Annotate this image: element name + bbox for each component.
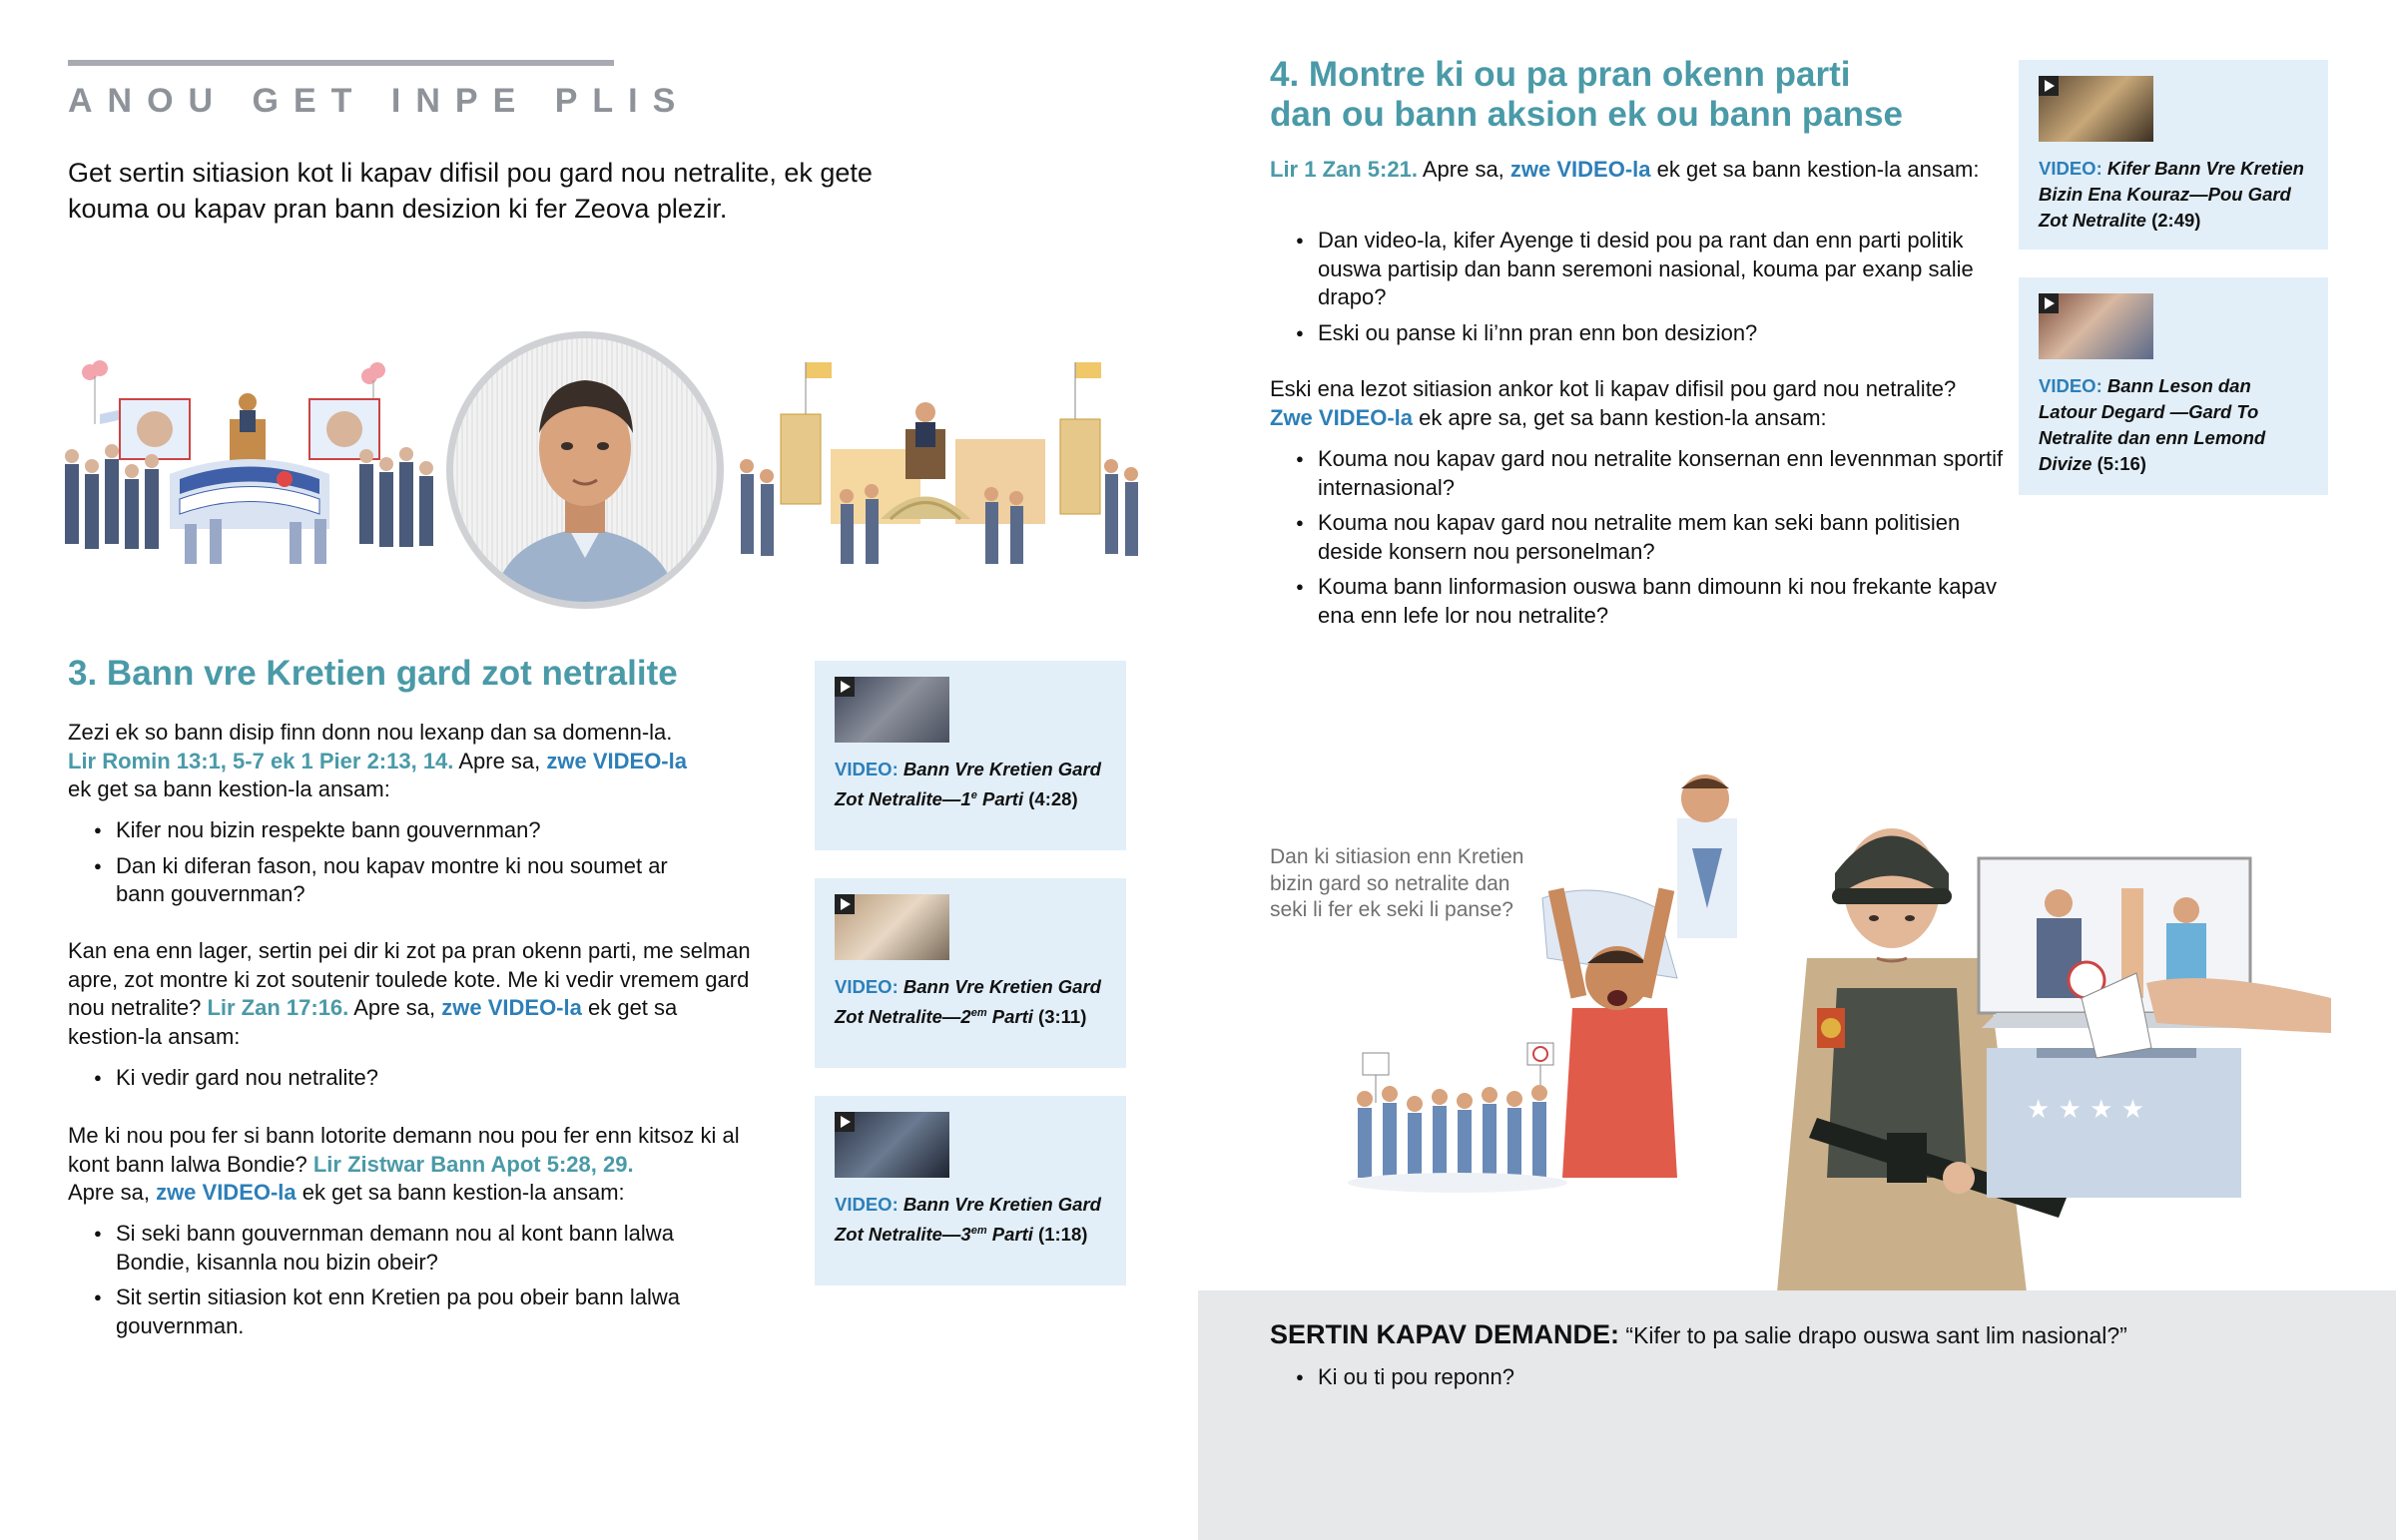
section-3-paragraph-2 <box>68 937 757 1051</box>
paragraph-text: Apre sa, <box>353 995 436 1020</box>
list-item: ● Kouma nou kapav gard nou netralite mem kan seki bann politisien deside konsern nou personelman? <box>1294 509 2013 566</box>
video-label: VIDEO: <box>835 759 898 779</box>
play-video-link[interactable]: zwe VIDEO-la <box>546 748 687 773</box>
list-item: ● Dan ki diferan fason, nou kapav montre ki nou soumet ar bann gouvernman? <box>92 852 711 909</box>
section-3-questions-2 <box>92 1064 711 1100</box>
scripture-link-zan[interactable]: Lir Zan 17:16. <box>207 995 349 1020</box>
video-title-part: Parti <box>991 1006 1033 1028</box>
video-duration: (1:18) <box>1038 1224 1088 1246</box>
video-thumbnail[interactable] <box>835 894 949 960</box>
intro-paragraph: Get sertin sitiasion kot li kapav difisil pou gard nou netralite, ek gete kouma ou kapav pran bann desizion ki fer Zeova plezir. <box>68 158 873 224</box>
video-title: Bann Leson dan Latour Degard —Gard To Netralite dan enn Lemond Divize <box>2039 375 2266 474</box>
section-3-paragraph-1 <box>68 719 787 804</box>
objection-label: SERTIN KAPAV DEMANDE: <box>1270 1319 1620 1349</box>
section-3-questions-3 <box>92 1220 731 1347</box>
play-icon[interactable] <box>2039 76 2059 96</box>
objection-text: “Kifer to pa salie drapo ouswa sant lim nasional?” <box>1625 1322 2127 1348</box>
video-title-sup: e <box>970 789 977 801</box>
video-caption <box>835 757 1119 812</box>
play-video-link[interactable]: Zwe VIDEO-la <box>1270 404 1414 430</box>
video-duration: (5:16) <box>2096 453 2146 474</box>
scripture-link-1-zan[interactable]: Lir 1 Zan 5:21. <box>1270 157 1418 182</box>
play-icon[interactable] <box>835 894 855 914</box>
video-caption <box>2039 156 2318 234</box>
paragraph-text: Apre sa, <box>458 748 541 773</box>
sports-fan <box>1542 888 1677 1178</box>
scripture-link-romin[interactable]: Lir Romin 13:1, 5-7 ek 1 Pier 2:13, 14. <box>68 748 454 773</box>
play-icon[interactable] <box>2039 293 2059 313</box>
heading-line-2: dan ou bann aksion ek ou bann panse <box>1270 95 1903 134</box>
play-video-link[interactable]: zwe VIDEO-la <box>156 1180 297 1205</box>
paragraph-text: Zezi ek so bann disip finn donn nou lexanp dan sa domenn-la. <box>68 720 673 745</box>
video-title-sup: em <box>970 1007 987 1019</box>
video-title-part: Parti <box>981 788 1024 810</box>
video-thumbnail[interactable] <box>835 677 949 743</box>
video-title: Bann Vre Kretien Gard Zot Netralite—3 <box>835 1194 1101 1246</box>
list-item: ● Kouma bann linformasion ouswa bann dimounn ki nou frekante kapav ena enn lefe lor nou netralite? <box>1294 573 2013 630</box>
video-caption <box>835 974 1119 1030</box>
section-4-heading <box>1270 55 1989 135</box>
video-title-sup: em <box>970 1225 987 1237</box>
list-item: ● Eski ou panse ki li’nn pran enn bon desizion? <box>1294 319 1993 348</box>
neutrality-scenes-illustration <box>1348 759 2331 1292</box>
list-item: ● Sit sertin sitiasion kot enn Kretien pa pou obeir bann lalwa gouvernman. <box>92 1283 731 1340</box>
paragraph-text: ek apre sa, get sa bann kestion-la ansam: <box>1419 404 1827 430</box>
video-card-part-3[interactable] <box>815 1096 1126 1285</box>
paragraph-text: Apre sa, <box>1422 157 1504 182</box>
play-video-link[interactable]: zwe VIDEO-la <box>1509 157 1651 182</box>
paragraph-text: Me ki nou pou fer si bann lotorite demann nou pou fer enn kitsoz ki al kont bann lalwa Bondie? <box>68 1123 740 1177</box>
video-card-part-1[interactable] <box>815 661 1126 850</box>
paragraph-text: Kan ena enn lager, sertin pei dir ki zot pa pran okenn parti, me selman apre, zot montre ki zot soutenir touledе kote. Me ki vedir vremem gard nou netralite? <box>68 938 751 1020</box>
heading-line-1: 4. Montre ki ou pa pran okenn parti <box>1270 55 1851 94</box>
scripture-link-apot[interactable]: Lir Zistwar Bann Apot 5:28, 29. <box>312 1151 634 1177</box>
video-title-part: Parti <box>991 1224 1033 1246</box>
svg-text:★ ★ ★ ★: ★ ★ ★ ★ <box>2027 1095 2145 1125</box>
portrait-illustration <box>446 331 724 609</box>
section-3-heading: 3. Bann vre Kretien gard zot netralite <box>68 654 678 693</box>
protest-crowd <box>1348 1043 1567 1193</box>
play-icon[interactable] <box>835 677 855 697</box>
video-thumbnail[interactable] <box>2039 76 2153 142</box>
list-item: ● Si seki bann gouvernman demann nou al kont bann lalwa Bondie, kisannla nou bizin obeir? <box>92 1220 731 1277</box>
rally-illustration-right <box>731 354 1150 584</box>
video-title: Bann Vre Kretien Gard Zot Netralite—2 <box>835 976 1101 1028</box>
paragraph-text: ek get sa bann kestion-la ansam: <box>301 1180 625 1205</box>
video-caption <box>835 1192 1119 1248</box>
objection-question <box>1270 1317 2127 1352</box>
video-duration: (3:11) <box>1038 1006 1087 1028</box>
portrait-face <box>453 338 717 602</box>
section-3-questions-1 <box>92 816 711 916</box>
section-4-paragraph-2 <box>1270 375 1989 432</box>
section-4-questions-2 <box>1294 445 2013 637</box>
top-rule <box>68 60 614 66</box>
section-3-paragraph-3 <box>68 1122 757 1208</box>
play-icon[interactable] <box>835 1112 855 1132</box>
video-label: VIDEO: <box>835 1194 898 1215</box>
objection-bullets <box>1294 1363 1893 1399</box>
section-kicker: ANOU GET INPE PLIS <box>68 82 691 120</box>
paragraph-text: ek get sa bann kestion-la ansam: <box>1656 157 1980 182</box>
play-video-link[interactable]: zwe VIDEO-la <box>441 995 582 1020</box>
video-label: VIDEO: <box>2039 375 2102 396</box>
video-title: Bann Vre Kretien Gard Zot Netralite—1 <box>835 759 1101 810</box>
video-title: Kifer Bann Vre Kretien Bizin Ena Kouraz—Pou Gard Zot Netralite <box>2039 158 2304 231</box>
section-4-paragraph-1 <box>1270 156 1989 185</box>
video-thumbnail[interactable] <box>835 1112 949 1178</box>
list-item: ● Ki ou ti pou reponn? <box>1294 1363 1893 1392</box>
paragraph-text: ek get sa kestion-la ansam: <box>68 995 678 1049</box>
video-duration: (2:49) <box>2151 210 2201 231</box>
paragraph-text: Apre sa, <box>68 1180 150 1205</box>
image-caption: Dan ki sitiasion enn Kretien bizin gard so netralite dan seki li fer ek seki li panse? <box>1270 845 1524 921</box>
video-thumbnail[interactable] <box>2039 293 2153 359</box>
video-caption <box>2039 373 2278 477</box>
video-label: VIDEO: <box>835 976 898 997</box>
list-item: ● Kifer nou bizin respekte bann gouvernman? <box>92 816 711 845</box>
section-4-questions-1 <box>1294 227 1993 354</box>
video-card-latour-degard[interactable] <box>2019 277 2328 495</box>
paragraph-text: Eski ena lezot sitiasion ankor kot li kapav difisil pou gard nou netralite? <box>1270 376 1957 401</box>
video-duration: (4:28) <box>1028 788 1078 810</box>
list-item: ● Ki vedir gard nou netralite? <box>92 1064 711 1093</box>
rally-illustration-left <box>60 354 454 584</box>
video-card-part-2[interactable] <box>815 878 1126 1068</box>
list-item: ● Dan video-la, kifer Ayenge ti desid pou pa rant dan enn parti politik ouswa partisip dan bann seremoni nasional, kouma par exanp salie drapo? <box>1294 227 1993 312</box>
video-label: VIDEO: <box>2039 158 2102 179</box>
video-card-kouraz[interactable] <box>2019 60 2328 250</box>
list-item: ● Kouma nou kapav gard nou netralite konsernan enn levennman sportif internasional? <box>1294 445 2013 502</box>
shouting-man <box>1677 774 1737 938</box>
paragraph-text: ek get sa bann kestion-la ansam: <box>68 776 390 801</box>
